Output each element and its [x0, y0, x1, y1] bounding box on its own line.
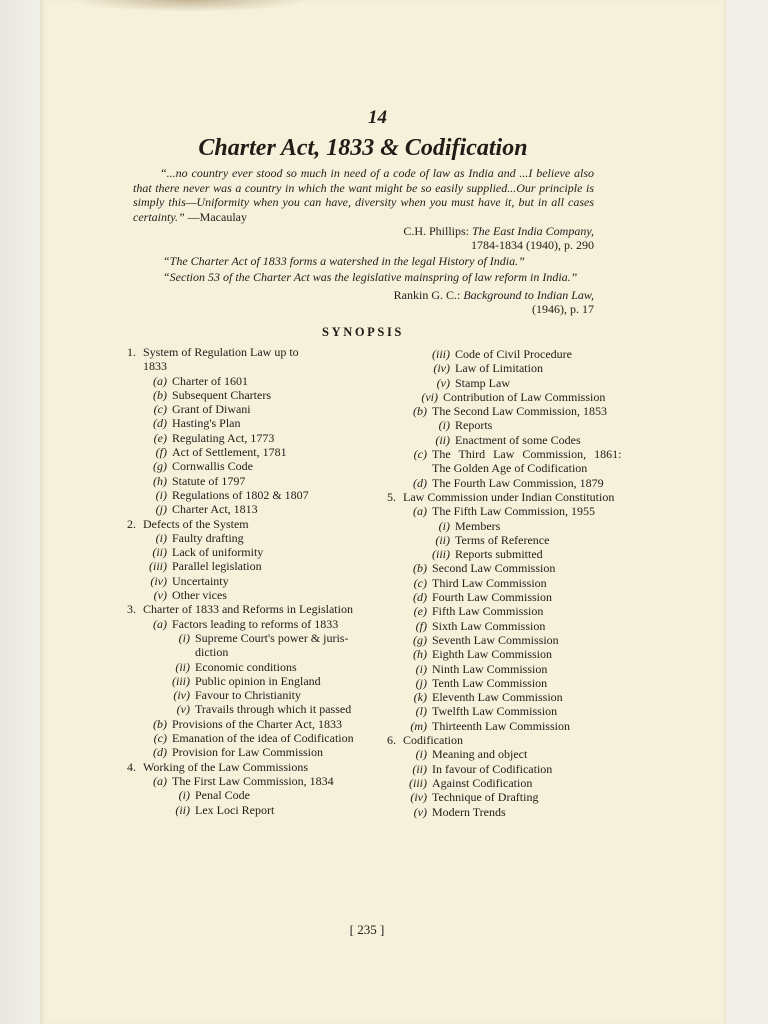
synopsis-subitem: [127, 717, 372, 731]
synopsis-subitem: [127, 531, 372, 545]
subitem-label: (d): [153, 416, 167, 431]
subitem-label: (c): [153, 402, 167, 417]
synopsis-subitem: [127, 588, 372, 602]
section-number: 5.: [387, 489, 396, 504]
synopsis-subitem: [387, 704, 632, 718]
subsubitem-text: Reports submitted: [455, 547, 543, 562]
synopsis-right-column: [387, 347, 632, 819]
subsubitem-label: (iii): [432, 347, 450, 361]
synopsis-subitem: [127, 474, 372, 488]
synopsis-subitem: [387, 647, 632, 661]
subitem-label: (ii): [412, 761, 427, 776]
source-details: (1946), p. 17: [532, 302, 594, 316]
subitem-text: The Fourth Law Commission, 1879: [432, 475, 604, 490]
subitem-label: (v): [153, 588, 167, 603]
subitem-text: Seventh Law Commission: [432, 632, 559, 647]
subitem-text: Twelfth Law Commission: [432, 704, 558, 719]
subsubitem-label: (iii): [172, 673, 190, 688]
subitem-text: The Fifth Law Commission, 1955: [432, 504, 595, 519]
section-title: Charter of 1833 and Reforms in Legislation: [143, 602, 353, 617]
synopsis-subsubitem: [387, 361, 632, 375]
subitem-text: Factors leading to reforms of 1833: [172, 616, 339, 631]
subitem-text: Uncertainty: [172, 573, 229, 588]
synopsis-subitem: [387, 561, 632, 575]
subitem-label: (l): [415, 704, 427, 719]
subsubitem-label: (i): [438, 418, 450, 433]
source-author: Rankin G. C.:: [393, 288, 461, 302]
subsubitem-text: Travails through which it passed: [195, 702, 352, 717]
subitem-label: (b): [413, 404, 427, 419]
scan-smudge: [70, 0, 310, 12]
subitem-text: Emanation of the idea of Codification: [172, 731, 354, 746]
subitem-label: (f): [415, 618, 427, 633]
subsubitem-text: Members: [455, 518, 501, 533]
subitem-label: (d): [413, 475, 427, 490]
subitem-text: Eighth Law Commission: [432, 647, 552, 662]
epigraph-quote-watershed: “The Charter Act of 1833 forms a watershed in the legal History of India.”: [163, 254, 525, 268]
synopsis-left-column: [127, 345, 372, 817]
synopsis-subsubitem: [127, 674, 372, 688]
subitem-text: Other vices: [172, 588, 227, 603]
subitem-label: (h): [413, 647, 427, 662]
synopsis-subitem: [127, 402, 372, 416]
synopsis-section: [387, 733, 632, 747]
synopsis-subsubitem: [375, 390, 620, 404]
synopsis-subitem: [127, 774, 372, 788]
subitem-text: Third Law Commission: [432, 575, 547, 590]
section-number: 2.: [127, 516, 136, 531]
synopsis-subitem: [387, 476, 632, 490]
synopsis-subitem: [387, 790, 632, 804]
subitem-label: (g): [413, 632, 427, 647]
section-title-continuation: [127, 359, 372, 373]
synopsis-subitem: [387, 590, 632, 604]
synopsis-subitem: [127, 559, 372, 573]
epigraph-macaulay: [133, 166, 594, 224]
chapter-title: Charter Act, 1833 & Codification: [198, 135, 528, 161]
subsubitem-text-cont: diction: [195, 645, 229, 660]
section-title: Defects of the System: [143, 516, 249, 531]
subitem-text: The First Law Commission, 1834: [172, 773, 334, 788]
subitem-label: (a): [153, 616, 167, 631]
synopsis-subitem: [127, 388, 372, 402]
subsubitem-label: (vi): [421, 389, 438, 404]
subitem-text: Regulating Act, 1773: [172, 430, 275, 445]
subitem-label: (j): [155, 502, 167, 517]
subitem-text: Eleventh Law Commission: [432, 690, 563, 705]
subitem-label: (c): [153, 731, 167, 746]
subitem-text: Hasting's Plan: [172, 416, 241, 431]
subitem-label: (iv): [150, 573, 167, 588]
subitem-text: Ninth Law Commission: [432, 661, 548, 676]
subsubitem-label: (iv): [173, 688, 190, 703]
section-title: Codification: [403, 733, 463, 748]
subsubitem-text: Contribution of Law Commission: [443, 389, 606, 404]
synopsis-subitem: [387, 619, 632, 633]
synopsis-section: [127, 345, 372, 359]
synopsis-subsubitem: [127, 688, 372, 702]
synopsis-subitem: [387, 404, 632, 418]
synopsis-subsubitem: [127, 702, 372, 716]
synopsis-subsubitem: [387, 533, 632, 547]
page-number: [ 235 ]: [349, 922, 385, 937]
subitem-label: (d): [413, 590, 427, 605]
synopsis-subitem: [387, 633, 632, 647]
subitem-text: In favour of Codification: [432, 761, 553, 776]
synopsis-subitem: [127, 731, 372, 745]
subitem-text: Modern Trends: [432, 804, 506, 819]
synopsis-subsubitem: [387, 433, 632, 447]
subsubitem-label: (v): [436, 375, 450, 390]
synopsis-subitem: [127, 445, 372, 459]
synopsis-subitem: [127, 416, 372, 430]
subitem-text: Meaning and object: [432, 747, 528, 762]
subitem-text: Provisions of the Charter Act, 1833: [172, 716, 342, 731]
subsubitem-label: (ii): [435, 532, 450, 547]
synopsis-subitem: [387, 762, 632, 776]
synopsis-subitem: [127, 502, 372, 516]
epigraph-source-2: [133, 288, 594, 316]
source-line: [133, 224, 594, 238]
subsubitem-label: (v): [176, 702, 190, 717]
subitem-label: (b): [153, 716, 167, 731]
synopsis-section: [127, 760, 372, 774]
synopsis-subsubitem: [127, 788, 372, 802]
synopsis-subitem: [127, 617, 372, 631]
synopsis-subitem: [387, 690, 632, 704]
synopsis-subsubitem: [387, 519, 632, 533]
subsubitem-label: (ii): [175, 802, 190, 817]
synopsis-subitem: [387, 662, 632, 676]
subitem-text: Fourth Law Commission: [432, 590, 553, 605]
subitem-label: (i): [415, 747, 427, 762]
subitem-label: (a): [153, 773, 167, 788]
subitem-text: Cornwallis Code: [172, 459, 253, 474]
subsubitem-text: Favour to Christianity: [195, 688, 301, 703]
subitem-text: Provision for Law Commission: [172, 745, 324, 760]
subsubitem-text: Economic conditions: [195, 659, 297, 674]
synopsis-section: [127, 602, 372, 616]
synopsis-section: [387, 490, 632, 504]
section-title: System of Regulation Law up to: [143, 345, 299, 359]
subsubitem-continuation: [127, 645, 372, 659]
synopsis-subsubitem: [387, 418, 632, 432]
epigraph-quote-text: “...no country ever stood so much in need of a code of law as India and ...I believe also that there never was a country in which the want might be so easily supplied...Our principle is simply this—Uniformity when you can have, diversity when you must have it, but in all cases certainty.”: [133, 166, 594, 224]
scan-left-margin: [0, 0, 40, 1024]
subitem-label: (f): [155, 445, 167, 460]
subitem-text: Parallel legislation: [172, 559, 262, 574]
subitem-text: Regulations of 1802 & 1807: [172, 487, 309, 502]
subsubitem-label: (i): [438, 518, 450, 533]
subitem-label: (i): [415, 661, 427, 676]
subitem-text: Charter of 1601: [172, 373, 248, 388]
subitem-label: (b): [153, 387, 167, 402]
synopsis-subitem: [387, 604, 632, 618]
subitem-text: Subsequent Charters: [172, 387, 271, 402]
subitem-text: Second Law Commission: [432, 561, 556, 576]
subsubitem-text: Supreme Court's power & juris-: [195, 630, 349, 645]
subitem-text: Thirteenth Law Commission: [432, 718, 570, 733]
synopsis-subitem: [127, 374, 372, 388]
subitem-text: Act of Settlement, 1781: [172, 445, 287, 460]
epigraph-speaker: —Macaulay: [187, 209, 247, 224]
subitem-label: (k): [413, 690, 427, 705]
synopsis-subitem: [387, 576, 632, 590]
synopsis-subsubitem: [127, 803, 372, 817]
source-work: Background to Indian Law,: [463, 288, 594, 302]
subitem-label: (b): [413, 561, 427, 576]
subsubitem-text: Terms of Reference: [455, 532, 550, 547]
synopsis-subitem: [387, 504, 632, 518]
synopsis-subitem: [387, 719, 632, 733]
synopsis-section: [127, 517, 372, 531]
synopsis-subsubitem: [127, 631, 372, 645]
subitem-label: (iv): [410, 790, 427, 805]
synopsis-subitem: [387, 676, 632, 690]
subitem-text: Tenth Law Commission: [432, 675, 548, 690]
subsubitem-label: (ii): [175, 659, 190, 674]
section-number: 6.: [387, 733, 396, 748]
subitem-label: (ii): [152, 545, 167, 560]
section-title: Law Commission under Indian Constitution: [403, 489, 615, 504]
section-number: 1.: [127, 345, 136, 359]
section-title: Working of the Law Commissions: [143, 759, 309, 774]
subitem-label: (m): [410, 718, 427, 733]
subitem-text: The Third Law Commission, 1861:: [432, 447, 622, 462]
synopsis-subitem: [387, 747, 632, 761]
epigraph-source-1: [133, 224, 594, 252]
synopsis-subitem: [387, 776, 632, 790]
subitem-text: Sixth Law Commission: [432, 618, 546, 633]
subitem-label: (i): [155, 530, 167, 545]
subitem-text-cont: The Golden Age of Codification: [432, 461, 588, 476]
subitem-label: (c): [413, 447, 427, 462]
synopsis-subsubitem: [127, 660, 372, 674]
subsubitem-label: (iv): [433, 361, 450, 376]
synopsis-subsubitem: [387, 547, 632, 561]
subitem-text: Grant of Diwani: [172, 402, 251, 417]
synopsis-subsubitem: [387, 376, 632, 390]
subitem-text: Fifth Law Commission: [432, 604, 544, 619]
chapter-number: 14: [368, 107, 387, 128]
section-title-cont: 1833: [143, 359, 167, 374]
subsubitem-text: Reports: [455, 418, 493, 433]
subitem-label: (a): [153, 373, 167, 388]
source-details: 1784-1834 (1940), p. 290: [471, 238, 594, 252]
synopsis-subitem: [127, 545, 372, 559]
subitem-label: (i): [155, 487, 167, 502]
subsubitem-label: (iii): [432, 547, 450, 562]
synopsis-subitem: [387, 805, 632, 819]
subitem-label: (e): [413, 604, 427, 619]
subitem-text: Against Codification: [432, 775, 533, 790]
subitem-label: (iii): [149, 559, 167, 574]
subsubitem-text: Public opinion in England: [195, 673, 321, 688]
subitem-label: (v): [413, 804, 427, 819]
source-work: The East India Company,: [472, 224, 594, 238]
synopsis-subitem: [127, 574, 372, 588]
subitem-label: (d): [153, 745, 167, 760]
subsubitem-text: Lex Loci Report: [195, 802, 275, 817]
source-author: C.H. Phillips:: [403, 224, 469, 238]
subitem-text: Faulty drafting: [172, 530, 244, 545]
section-number: 4.: [127, 759, 136, 774]
subitem-label: (h): [153, 473, 167, 488]
subitem-text: Technique of Drafting: [432, 790, 539, 805]
subsubitem-text: Penal Code: [195, 788, 250, 803]
subsubitem-text: Stamp Law: [455, 375, 510, 390]
subsubitem-text: Enactment of some Codes: [455, 432, 581, 447]
subitem-label: (j): [415, 675, 427, 690]
synopsis-subitem: [387, 447, 632, 461]
synopsis-subitem: [127, 459, 372, 473]
subitem-continuation: [387, 461, 632, 475]
subitem-text: Statute of 1797: [172, 473, 246, 488]
source-line: [133, 288, 594, 302]
epigraph-quote-section-53: “Section 53 of the Charter Act was the legislative mainspring of law reform in India.”: [163, 270, 578, 284]
subitem-text: Lack of uniformity: [172, 545, 264, 560]
section-number: 3.: [127, 602, 136, 617]
subsubitem-text: Code of Civil Procedure: [455, 347, 572, 361]
synopsis-subitem: [127, 745, 372, 759]
subsubitem-label: (ii): [435, 432, 450, 447]
subsubitem-text: Law of Limitation: [455, 361, 543, 376]
synopsis-heading: SYNOPSIS: [322, 325, 404, 339]
subitem-label: (e): [153, 430, 167, 445]
subitem-label: (g): [153, 459, 167, 474]
subitem-text: The Second Law Commission, 1853: [432, 404, 607, 419]
synopsis-subsubitem: [387, 347, 632, 361]
subitem-label: (iii): [409, 775, 427, 790]
subitem-text: Charter Act, 1813: [172, 502, 258, 517]
subsubitem-label: (i): [178, 788, 190, 803]
synopsis-subitem: [127, 488, 372, 502]
subitem-label: (a): [413, 504, 427, 519]
subitem-label: (c): [413, 575, 427, 590]
synopsis-subitem: [127, 431, 372, 445]
subsubitem-label: (i): [178, 630, 190, 645]
